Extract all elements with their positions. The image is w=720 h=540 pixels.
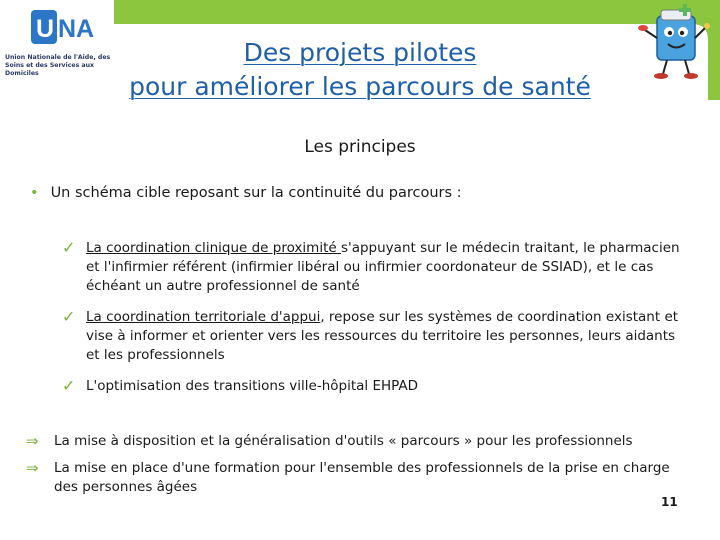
arrow-item-2-text: La mise en place d'une formation pour l'ensemble des professionnels de la prise en charge des personnes âgées: [54, 460, 670, 495]
bullet-dot-icon: •: [30, 185, 39, 201]
svg-text:NA: NA: [58, 15, 94, 43]
page-number: 11: [661, 495, 678, 509]
check-icon: ✓: [62, 307, 76, 326]
svg-text:U: U: [36, 15, 55, 43]
check-item-1: [62, 239, 692, 296]
check-item-1-underlined: La coordination clinique de proximité: [86, 240, 341, 256]
main-bullet: [30, 185, 690, 201]
title-line-2: pour améliorer les parcours de santé: [129, 72, 591, 101]
una-logo: [0, 0, 114, 100]
title-line-1: Des projets pilotes: [243, 38, 477, 67]
check-icon: ✓: [62, 238, 76, 257]
main-bullet-text: Un schéma cible reposant sur la continuité du parcours :: [50, 185, 462, 201]
check-item-2: [62, 308, 692, 365]
arrow-item-1-text: La mise à disposition et la généralisation d'outils « parcours » pour les professionnels: [54, 433, 633, 449]
check-item-2-text: , repose sur les systèmes de coordination existant et vise à informer et orienter vers les ressources du territoire les personnes, leurs aidants et les professionnels: [86, 309, 679, 363]
pill-box-mascot-icon: [635, 2, 715, 80]
slide-title: [110, 36, 610, 104]
check-item-3-text: L'optimisation des transitions ville-hôpital EHPAD: [86, 378, 419, 394]
arrow-item-2: [26, 459, 691, 497]
check-icon: ✓: [62, 376, 76, 395]
check-item-1-text: s'appuyant sur le médecin traitant, le pharmacien et l'infirmier référent (infirmier libéral ou infirmier coordonateur de SSIAD), et le cas échéant un autre professionnel de santé: [86, 240, 680, 294]
implies-arrow-icon: ⇒: [26, 432, 39, 450]
implies-arrow-icon: ⇒: [26, 459, 39, 477]
arrow-item-1: [26, 432, 691, 451]
check-item-2-underlined: La coordination territoriale d'appui: [86, 309, 321, 325]
check-item-3: [62, 377, 692, 396]
una-logo-mark: [30, 8, 94, 46]
subtitle: Les principes: [304, 137, 416, 157]
logo-caption: Union Nationale de l'Aide, des Soins et des Services aux Domiciles: [5, 54, 111, 77]
